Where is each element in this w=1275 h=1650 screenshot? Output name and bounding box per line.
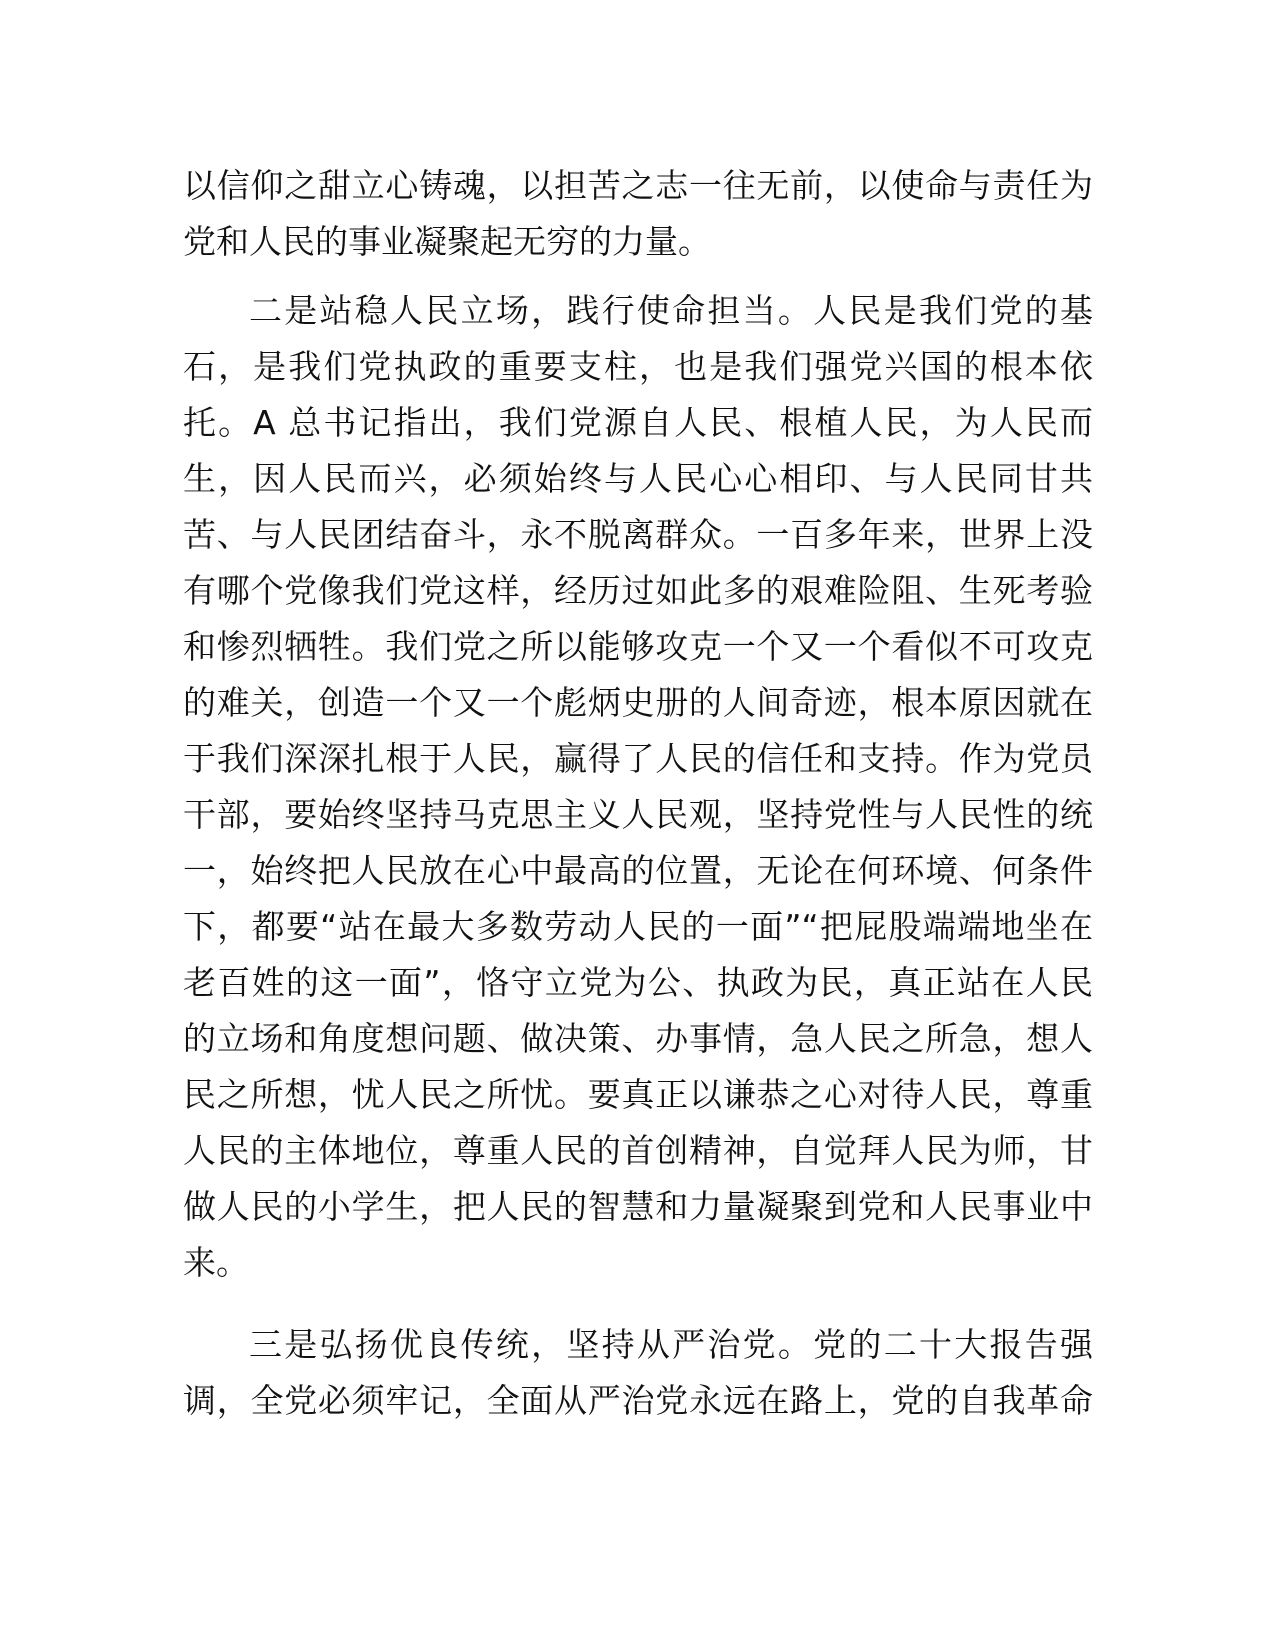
text-line: 苦、与人民团结奋斗，永不脱离群众。一百多年来，世界上没 xyxy=(183,515,1093,554)
text-line: 民之所想，忧人民之所忧。要真正以谦恭之心对待人民，尊重 xyxy=(183,1075,1093,1114)
text-line: 党和人民的事业凝聚起无穷的力量。 xyxy=(183,222,711,261)
text-line: 托。A 总书记指出，我们党源自人民、根植人民，为人民而 xyxy=(183,403,1093,442)
text-line: 和惨烈牺牲。我们党之所以能够攻克一个又一个看似不可攻克 xyxy=(183,627,1093,666)
paragraph-strict-governance xyxy=(183,1317,1093,1429)
text-line: 以信仰之甜立心铸魂，以担苦之志一往无前，以使命与责任为 xyxy=(183,166,1093,205)
text-line: 来。 xyxy=(183,1243,249,1282)
text-line: 有哪个党像我们党这样，经历过如此多的艰难险阻、生死考验 xyxy=(183,571,1093,610)
text-line: 老百姓的这一面”，恪守立党为公、执政为民，真正站在人民 xyxy=(183,963,1093,1002)
text-line: 于我们深深扎根于人民，赢得了人民的信任和支持。作为党员 xyxy=(183,739,1093,778)
text-line: 干部，要始终坚持马克思主义人民观，坚持党性与人民性的统 xyxy=(183,795,1093,834)
text-line: 石，是我们党执政的重要支柱，也是我们强党兴国的根本依 xyxy=(183,347,1093,386)
text-line: 三是弘扬优良传统，坚持从严治党。党的二十大报告强 xyxy=(249,1325,1093,1364)
text-line: 调，全党必须牢记，全面从严治党永远在路上，党的自我革命 xyxy=(183,1381,1093,1420)
text-line: 一，始终把人民放在心中最高的位置，无论在何环境、何条件 xyxy=(183,851,1093,890)
text-line: 的难关，创造一个又一个彪炳史册的人间奇迹，根本原因就在 xyxy=(183,683,1093,722)
text-line: 人民的主体地位，尊重人民的首创精神，自觉拜人民为师，甘 xyxy=(183,1131,1093,1170)
text-line: 下，都要“站在最大多数劳动人民的一面”“把屁股端端地坐在 xyxy=(183,907,1093,946)
text-line: 生，因人民而兴，必须始终与人民心心相印、与人民同甘共 xyxy=(183,459,1093,498)
text-line: 二是站稳人民立场，践行使命担当。人民是我们党的基 xyxy=(249,291,1093,330)
paragraph-people-stance xyxy=(183,283,1093,1291)
paragraph-continuation xyxy=(183,158,1093,270)
text-line: 的立场和角度想问题、做决策、办事情，急人民之所急，想人 xyxy=(183,1019,1093,1058)
text-line: 做人民的小学生，把人民的智慧和力量凝聚到党和人民事业中 xyxy=(183,1187,1093,1226)
